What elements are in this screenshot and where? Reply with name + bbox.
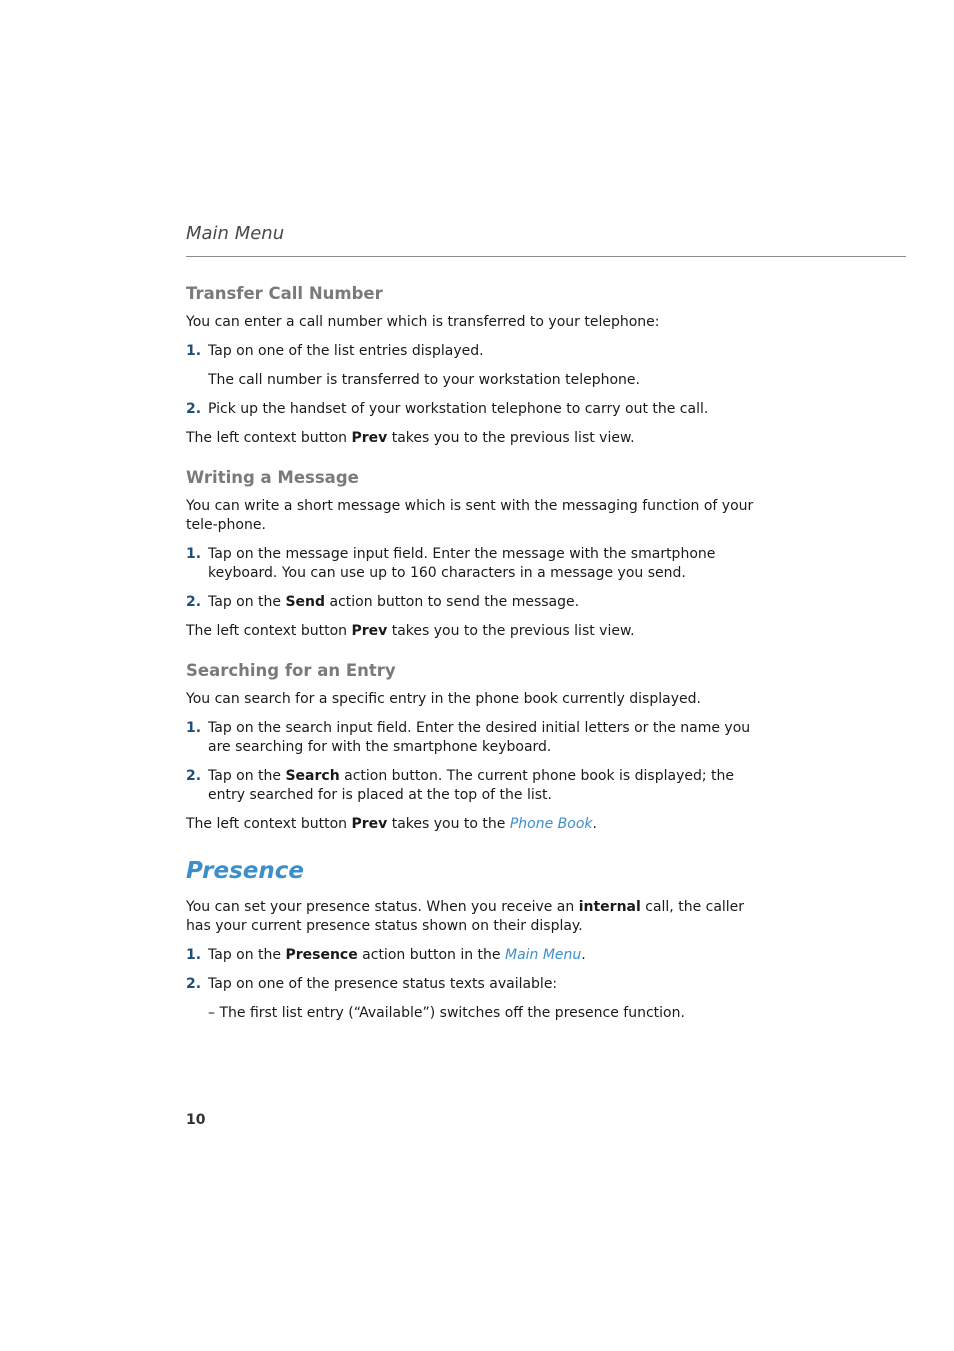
transfer-step-1: [186, 342, 761, 361]
message-step-1: [186, 545, 761, 583]
step-number: 1.: [186, 947, 202, 963]
step-text: [208, 593, 761, 612]
running-header: Main Menu: [186, 223, 285, 244]
intro-text: call, the caller has your current presence status shown on their display.: [186, 899, 745, 934]
message-step-2: [186, 593, 761, 612]
page-number: 10: [186, 1112, 206, 1128]
step-text-part: Tap on the: [208, 768, 286, 784]
step-number: 2.: [186, 594, 202, 610]
search-step-1: [186, 719, 761, 757]
search-step-2: [186, 767, 761, 805]
section-title-transfer: Transfer Call Number: [186, 284, 383, 303]
step-text: Tap on one of the list entries displayed.: [208, 343, 484, 359]
step-number: 1.: [186, 720, 202, 736]
presence-button-name: Presence: [285, 947, 358, 963]
prev-button-name: Prev: [351, 623, 388, 639]
message-footer: [186, 622, 761, 641]
main-menu-link[interactable]: Main Menu: [504, 947, 582, 963]
step-number: 2.: [186, 401, 202, 417]
internal-keyword: internal: [578, 899, 641, 915]
search-intro: You can search for a specific entry in the phone book currently displayed.: [186, 691, 701, 707]
step-text: Tap on one of the presence status texts available:: [208, 976, 558, 992]
step-text-part: Tap on the: [208, 947, 286, 963]
footer-text: .: [592, 816, 597, 832]
step-text: Pick up the handset of your workstation telephone to carry out the call.: [208, 401, 709, 417]
step-text: Tap on the message input field. Enter the message with the smartphone keyboard. You can use up to 160 characters in a message you send.: [208, 546, 716, 581]
presence-option-note: – The first list entry (“Available”) switches off the presence function.: [208, 1005, 685, 1021]
transfer-intro: You can enter a call number which is transferred to your telephone:: [186, 314, 660, 330]
footer-text: The left context button: [186, 430, 352, 446]
prev-button-name: Prev: [351, 816, 388, 832]
footer-text: The left context button: [186, 816, 352, 832]
send-button-name: Send: [285, 594, 326, 610]
step-text: [208, 767, 761, 805]
search-footer: [186, 815, 761, 834]
header-divider: [186, 256, 906, 257]
step-number: 2.: [186, 976, 202, 992]
page-content: [186, 283, 761, 1033]
step-text-part: Tap on the: [208, 594, 286, 610]
chapter-title-presence: Presence: [186, 858, 304, 884]
step-text: [208, 946, 761, 965]
step-text: Tap on the search input field. Enter the desired initial letters or the name you are searching for with the smartphone keyboard.: [208, 720, 751, 755]
prev-button-name: Prev: [351, 430, 388, 446]
search-button-name: Search: [285, 768, 340, 784]
section-title-message: Writing a Message: [186, 468, 359, 487]
footer-text: The left context button: [186, 623, 352, 639]
footer-text: takes you to the previous list view.: [387, 623, 635, 639]
step-text-part: action button. The current phone book is displayed; the entry searched for is placed at the top of the list.: [208, 768, 735, 803]
phone-book-link[interactable]: Phone Book: [509, 816, 593, 832]
presence-step-2: [186, 975, 761, 994]
step-number: 2.: [186, 768, 202, 784]
footer-text: takes you to the previous list view.: [387, 430, 635, 446]
transfer-step-2: [186, 400, 761, 419]
transfer-footer: [186, 429, 761, 448]
step-text-part: action button in the: [357, 947, 505, 963]
transfer-step-1-note: The call number is transferred to your workstation telephone.: [208, 372, 640, 388]
step-text-part: action button to send the message.: [325, 594, 580, 610]
message-intro: You can write a short message which is sent with the messaging function of your tele-phone.: [186, 498, 754, 533]
step-number: 1.: [186, 546, 202, 562]
step-number: 1.: [186, 343, 202, 359]
presence-step-1: [186, 946, 761, 965]
step-text-part: .: [581, 947, 586, 963]
section-title-search: Searching for an Entry: [186, 661, 396, 680]
intro-text: You can set your presence status. When you receive an: [186, 899, 579, 915]
footer-text: takes you to the: [387, 816, 510, 832]
presence-intro: [186, 898, 761, 936]
